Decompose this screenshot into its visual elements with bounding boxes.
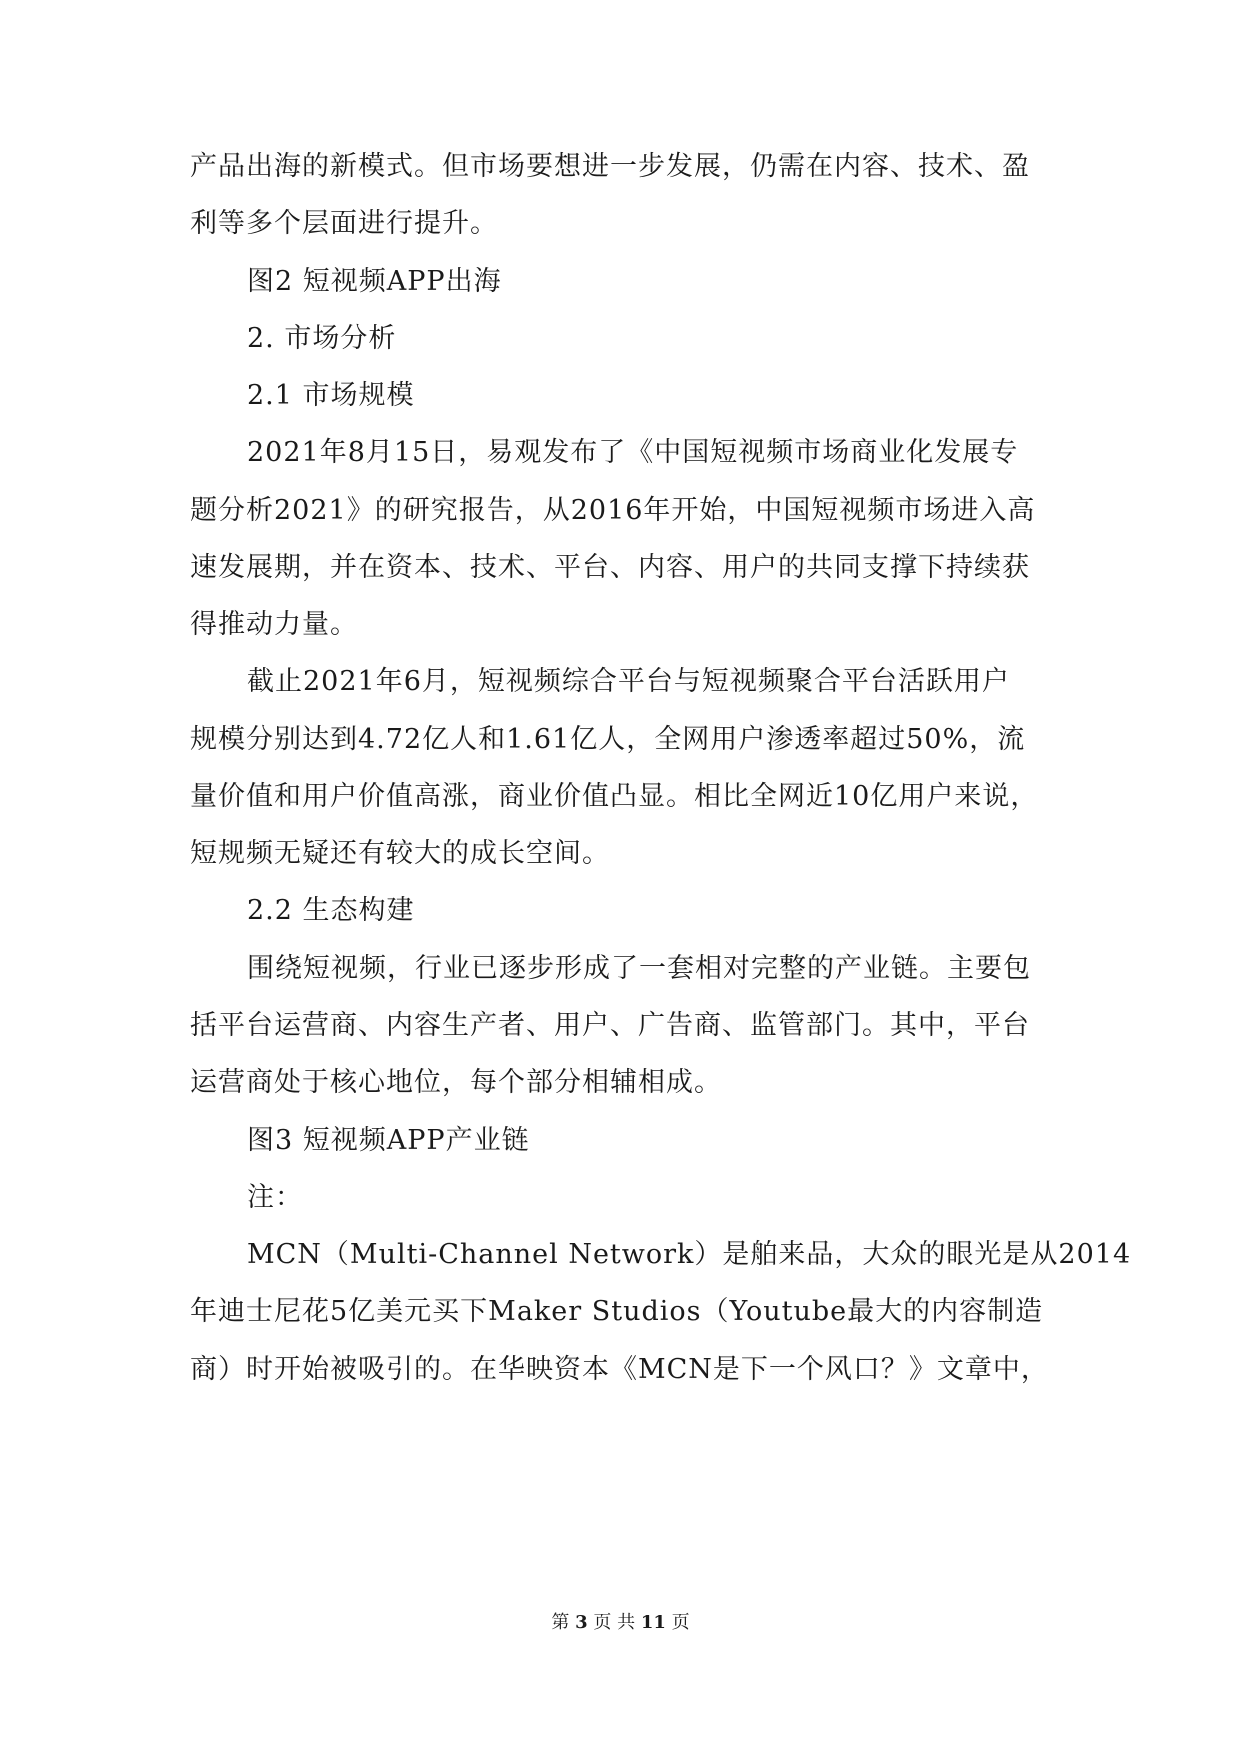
page-footer bbox=[0, 1609, 1241, 1637]
paragraph-line: 运营商处于核心地位，每个部分相辅相成。 bbox=[190, 1067, 722, 1098]
subsection-heading: 2.2 生态构建 bbox=[247, 895, 415, 926]
paragraph-line: 规模分别达到4.72亿人和1.61亿人，全网用户渗透率超过50%，流 bbox=[190, 724, 1026, 755]
paragraph-line: 年迪士尼花5亿美元买下Maker Studios（Youtube最大的内容制造 bbox=[190, 1296, 1044, 1327]
paragraph-line: 短规频无疑还有较大的成长空间。 bbox=[190, 838, 610, 869]
paragraph-line: 利等多个层面进行提升。 bbox=[190, 208, 498, 239]
footer-middle: 页 共 bbox=[593, 1612, 636, 1633]
figure-caption: 图3 短视频APP产业链 bbox=[247, 1125, 530, 1156]
paragraph-line: MCN（Multi-Channel Network）是舶来品，大众的眼光是从2014 bbox=[247, 1239, 1132, 1270]
total-page-number: 11 bbox=[640, 1612, 666, 1633]
paragraph-line: 2021年8月15日，易观发布了《中国短视频市场商业化发展专 bbox=[247, 437, 1019, 468]
paragraph-line: 截止2021年6月，短视频综合平台与短视频聚合平台活跃用户 bbox=[247, 666, 1010, 697]
paragraph-line: 速发展期，并在资本、技术、平台、内容、用户的共同支撑下持续获 bbox=[190, 552, 1030, 583]
paragraph-line: 括平台运营商、内容生产者、用户、广告商、监管部门。其中，平台 bbox=[190, 1010, 1030, 1041]
subsection-heading: 2.1 市场规模 bbox=[247, 380, 415, 411]
footer-suffix: 页 bbox=[671, 1612, 690, 1633]
paragraph-line: 商）时开始被吸引的。在华映资本《MCN是下一个风口？》文章中， bbox=[190, 1354, 1049, 1385]
paragraph-line: 得推动力量。 bbox=[190, 609, 358, 640]
figure-caption: 图2 短视频APP出海 bbox=[247, 266, 502, 297]
footer-prefix: 第 bbox=[551, 1612, 570, 1633]
current-page-number: 3 bbox=[575, 1612, 588, 1633]
note-label: 注： bbox=[247, 1182, 303, 1213]
paragraph-line: 题分析2021》的研究报告，从2016年开始，中国短视频市场进入高 bbox=[190, 495, 1036, 526]
paragraph-line: 量价值和用户价值高涨，商业价值凸显。相比全网近10亿用户来说， bbox=[190, 781, 1039, 812]
section-heading: 2. 市场分析 bbox=[247, 323, 397, 354]
paragraph-line: 产品出海的新模式。但市场要想进一步发展，仍需在内容、技术、盈 bbox=[190, 151, 1030, 182]
paragraph-line: 围绕短视频，行业已逐步形成了一套相对完整的产业链。主要包 bbox=[247, 953, 1031, 984]
